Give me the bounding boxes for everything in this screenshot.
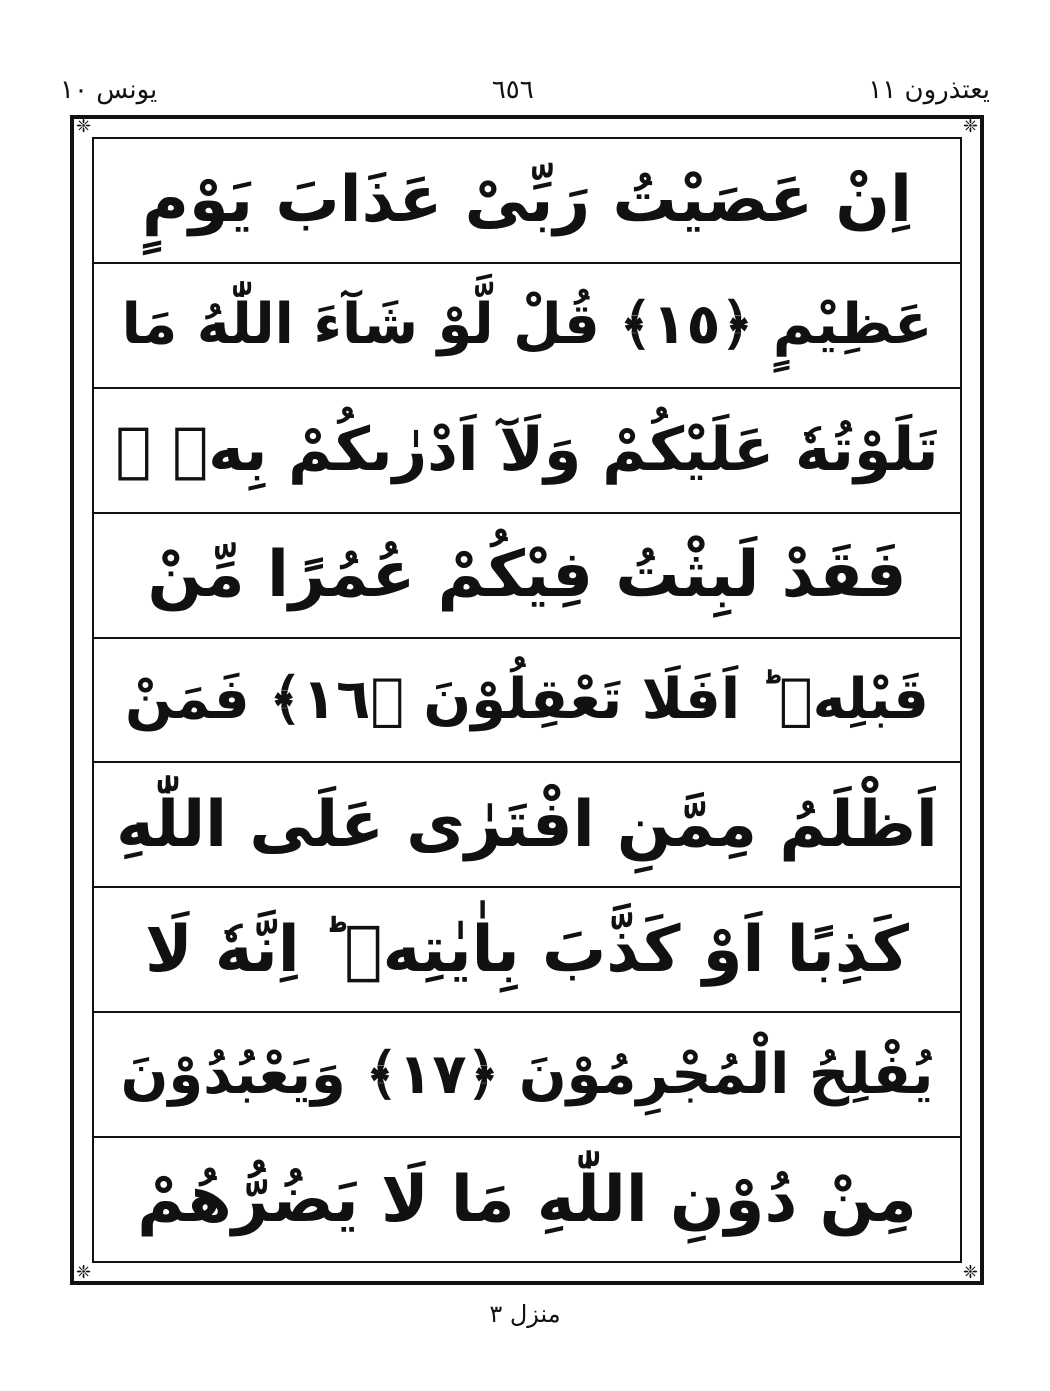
surah-label: يونس ١٠: [60, 75, 158, 105]
verse-line: اِنْ عَصَيْتُ رَبِّىْ عَذَابَ يَوْمٍ: [94, 139, 960, 264]
verse-line: فَقَدْ لَبِثْتُ فِيْكُمْ عُمُرًا مِّنْ: [94, 514, 960, 639]
page-border-frame: [70, 115, 984, 1285]
corner-ornament-icon: ❈: [962, 1262, 978, 1283]
verse-lines: [94, 139, 960, 1261]
text-frame: [92, 137, 962, 1263]
corner-ornament-icon: ❈: [962, 116, 978, 137]
verse-line: يُفْلِحُ الْمُجْرِمُوْنَ ﴿١٧﴾ وَيَعْبُدُوْنَ: [94, 1013, 960, 1138]
verse-line: عَظِيْمٍ ﴿١٥﴾ قُلْ لَّوْ شَآءَ اللّٰهُ مَا: [94, 264, 960, 389]
corner-ornament-icon: ❈: [76, 1262, 92, 1283]
verse-line: تَلَوْتُهٗ عَلَيْكُمْ وَلَآ اَدْرٰىكُمْ بِهٖ ۖ: [94, 389, 960, 514]
page-header: [60, 70, 990, 110]
manzil-label: منزل ٣: [489, 1300, 561, 1328]
juz-label: يعتذرون ١١: [868, 75, 990, 105]
verse-line: مِنْ دُوْنِ اللّٰهِ مَا لَا يَضُرُّهُمْ: [137, 1162, 917, 1237]
verse-line: قَبْلِهٖ ؕ اَفَلَا تَعْقِلُوْنَ ﴿١٦﴾ فَمَنْ: [94, 639, 960, 764]
verse-line: اَظْلَمُ مِمَّنِ افْتَرٰى عَلَى اللّٰهِ: [94, 763, 960, 888]
page-number: ٦٥٦: [491, 75, 534, 105]
verse-line: كَذِبًا اَوْ كَذَّبَ بِاٰيٰتِهٖ ؕ اِنَّهٗ لَا: [94, 888, 960, 1013]
corner-ornament-icon: ❈: [76, 116, 92, 137]
